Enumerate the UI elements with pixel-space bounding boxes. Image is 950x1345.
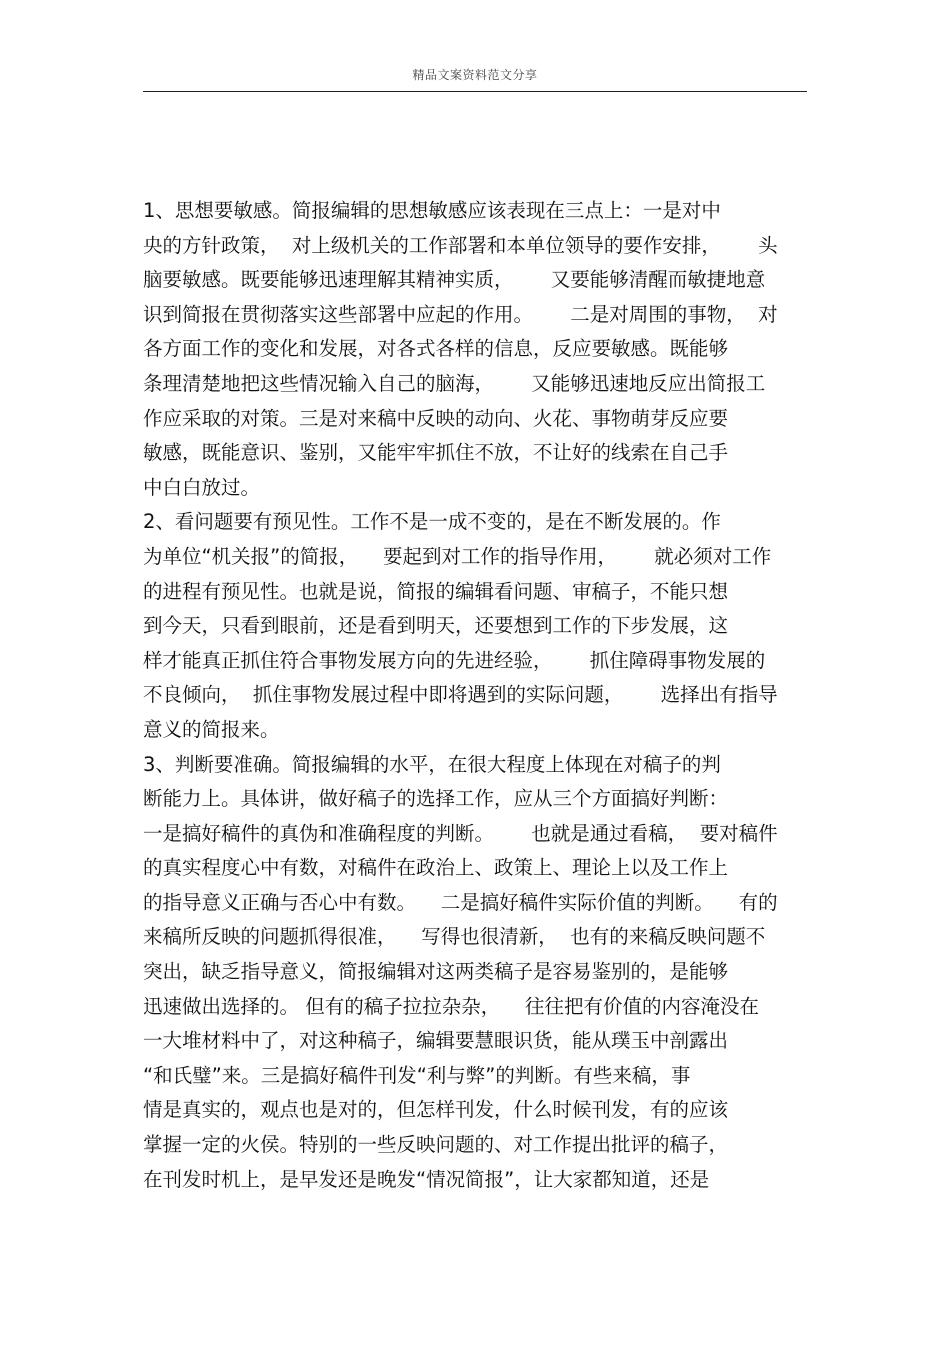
text-line: 一是搞好稿件的真伪和准确程度的判断。 也就是通过看稿， 要对稿件 [143,821,778,845]
text-line: 意义的简报来。 [143,717,280,741]
text-line: 3、判断要准确。简报编辑的水平，在很大程度上体现在对稿子的判 [143,752,721,776]
text-line: 来稿所反映的问题抓得很准， 写得也很清新， 也有的来稿反映问题不 [143,925,766,949]
text-line: 作应采取的对策。三是对来稿中反映的动向、火花、事物萌芽反应要 [143,406,729,430]
page-header: 精品文案资料范文分享 [412,68,538,82]
text-line: 脑要敏感。既要能够迅速理解其精神实质， 又要能够清醒而敏捷地意 [143,268,766,292]
text-line: 的真实程度心中有数，对稿件在政治上、政策上、理论上以及工作上 [143,856,729,880]
text-line: “和氏璧”来。三是搞好稿件刊发“利与弊”的判断。有些来稿，事 [143,1063,691,1087]
text-line: 2、看问题要有预见性。工作不是一成不变的，是在不断发展的。作 [143,510,721,534]
text-line: 条理清楚地把这些情况输入自己的脑海， 又能够迅速地反应出简报工 [143,371,766,395]
text-line: 掌握一定的火侯。特别的一些反映问题的、对工作提出批评的稿子， [143,1133,729,1157]
text-line: 为单位“机关报”的简报， 要起到对工作的指导作用， 就必须对工作 [143,544,772,568]
text-line: 在刊发时机上，是早发还是晚发“情况简报”，让大家都知道，还是 [143,1167,710,1191]
text-line: 央的方针政策， 对上级机关的工作部署和本单位领导的要作安排， 头 [143,233,778,257]
text-line: 各方面工作的变化和发展，对各式各样的信息，反应要敏感。既能够 [143,337,729,361]
text-line: 不良倾向， 抓住事物发展过程中即将遇到的实际问题， 选择出有指导 [143,683,778,707]
text-line: 断能力上。具体讲，做好稿子的选择工作，应从三个方面搞好判断： [143,787,729,811]
text-line: 情是真实的，观点也是对的，但怎样刊发，什么时候刊发，有的应该 [143,1098,729,1122]
text-line: 的进程有预见性。也就是说，简报的编辑看问题、审稿子，不能只想 [143,579,729,603]
text-line: 一大堆材料中了，对这种稿子，编辑要慧眼识货，能从璞玉中剖露出 [143,1029,729,1053]
text-line: 样才能真正抓住符合事物发展方向的先进经验， 抓住障碍事物发展的 [143,648,766,672]
text-line: 到今天，只看到眼前，还是看到明天，还要想到工作的下步发展，这 [143,614,729,638]
text-line: 1、思想要敏感。简报编辑的思想敏感应该表现在三点上：一是对中 [143,199,721,222]
text-line: 突出，缺乏指导意义，简报编辑对这两类稿子是容易鉴别的，是能够 [143,960,729,984]
text-line: 识到简报在贯彻落实这些部署中应起的作用。 二是对周围的事物， 对 [143,302,778,326]
header-rule [143,91,807,92]
text-line: 的指导意义正确与否心中有数。 二是搞好稿件实际价值的判断。 有的 [143,890,778,914]
body-text [143,194,823,1197]
text-line: 敏感，既能意识、鉴别，又能牢牢抓住不放，不让好的线索在自己手 [143,441,729,465]
text-line: 中白白放过。 [143,475,261,499]
text-line: 迅速做出选择的。 但有的稿子拉拉杂杂， 往往把有价值的内容淹没在 [143,994,759,1018]
